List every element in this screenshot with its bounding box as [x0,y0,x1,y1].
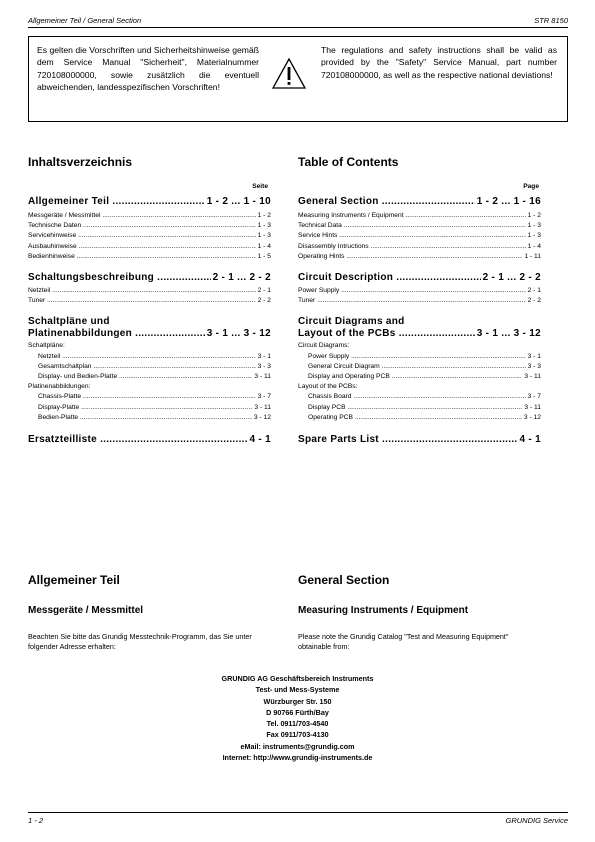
address-website[interactable]: Internet: http://www.grundig-instruments.de [222,753,373,763]
section-body-en: Please note the Grundig Catalog "Test and Measuring Equipment" obtainable from: [298,632,509,652]
toc-item[interactable]: Operating Hints ..... 1 - 11 [298,252,541,262]
footer-page-number: 1 - 2 [28,816,44,825]
toc-item[interactable]: Display and Operating PCB ..... 3 - 11 [298,372,541,382]
address-line: Fax 0911/703-4130 [266,730,329,740]
toc-item[interactable]: Display- und Bedien-Platte ..... 3 - 11 [28,372,271,382]
toc-item[interactable]: Gesamtschaltplan ..... 3 - 3 [28,362,271,372]
toc-item[interactable]: Bedien-Platte ..... 3 - 12 [28,413,271,423]
toc-item[interactable]: Display PCB ..... 3 - 11 [298,403,541,413]
toc-item[interactable]: General Circuit Diagram ..... 3 - 3 [298,362,541,372]
toc-item[interactable]: Ausbauhinweise ..... 1 - 4 [28,242,271,252]
warning-triangle-icon [271,57,307,91]
toc-item[interactable]: Service Hints ..... 1 - 3 [298,231,541,241]
address-line: Würzburger Str. 150 [263,696,332,706]
address-block [0,673,595,763]
toc-group-label: Layout of the PCBs: [298,383,358,391]
footer-rule [28,812,568,813]
toc-german [28,196,271,445]
toc-group-label: Circuit Diagrams: [298,342,350,350]
toc-item[interactable]: Tuner ..... 2 - 2 [28,296,271,306]
header-rule [28,27,568,28]
toc-item[interactable]: Technische Daten ..... 1 - 3 [28,221,271,231]
toc-item[interactable]: Display-Platte ..... 3 - 11 [28,403,271,413]
toc-item[interactable]: Measuring Instruments / Equipment ..... 1 - 2 [298,211,541,221]
toc-item[interactable]: Bedienhinweise ..... 1 - 5 [28,252,271,262]
toc-group-label: Platinenabbildungen: [28,383,91,391]
address-line: GRUNDIG AG Geschäftsbereich Instruments [221,674,374,683]
toc-item[interactable]: Disassembly Intructions ..... 1 - 4 [298,242,541,252]
safety-notice-english: The regulations and safety instructions shall be valid as provided by the "Safety" Service Manual, part number 720108000000, as well as the respective national deviations! [321,45,557,80]
toc-section-spare-parts[interactable]: Ersatzteilliste ..... 4 - 1 [28,434,271,445]
address-line: Tel. 0911/703-4540 [266,719,329,729]
toc-title-de: Inhaltsverzeichnis [28,155,133,169]
toc-section-circuit[interactable]: Schaltungsbeschreibung ..... 2 - 1 ... 2 - 2 [28,272,271,283]
toc-english [298,196,541,445]
address-line: D 90766 Fürth/Bay [266,707,329,717]
toc-item[interactable]: Tuner ..... 2 - 2 [298,296,541,306]
footer-right: GRUNDIG Service [505,816,568,825]
subsection-title-de: Messgeräte / Messmittel [28,605,144,616]
header-left: Allgemeiner Teil / General Section [28,16,142,25]
toc-title-en: Table of Contents [298,155,399,169]
toc-item[interactable]: Messgeräte / Messmittel ..... 1 - 2 [28,211,271,221]
toc-item[interactable]: Operating PCB ..... 3 - 12 [298,413,541,423]
toc-item[interactable]: Technical Data ..... 1 - 3 [298,221,541,231]
subsection-title-en: Measuring Instruments / Equipment [298,605,469,616]
toc-section-diagrams-line1[interactable]: Schaltpläne und [28,316,110,328]
address-line: Test- und Mess-Systeme [255,685,340,695]
address-email[interactable]: eMail: instruments@grundig.com [240,741,355,751]
toc-section-spare-parts[interactable]: Spare Parts List ..... 4 - 1 [298,434,541,445]
toc-item[interactable]: Netzteil ..... 3 - 1 [28,352,271,362]
toc-section-diagrams[interactable]: Platinenabbildungen ..... 3 - 1 ... 3 - 12 [28,328,271,339]
safety-notice-box [28,36,568,122]
toc-section-circuit[interactable]: Circuit Description ..... 2 - 1 ... 2 - 2 [298,272,541,283]
toc-page-label-de: Seite [252,183,268,190]
toc-page-label-en: Page [523,183,539,190]
toc-section-general[interactable]: Allgemeiner Teil ..... 1 - 2 ... 1 - 10 [28,196,271,207]
toc-section-general[interactable]: General Section ..... 1 - 2 ... 1 - 16 [298,196,541,207]
toc-item[interactable]: Chassis-Platte ..... 3 - 7 [28,392,271,402]
toc-item[interactable]: Power Supply ..... 2 - 1 [298,286,541,296]
header-right: STR 8150 [534,16,568,25]
toc-item[interactable]: Servicehinweise ..... 1 - 3 [28,231,271,241]
toc-group-label: Schaltpläne: [28,342,65,350]
toc-section-diagrams[interactable]: Layout of the PCBs ..... 3 - 1 ... 3 - 12 [298,328,541,339]
toc-item[interactable]: Netzteil ..... 2 - 1 [28,286,271,296]
toc-item[interactable]: Chassis Board ..... 3 - 7 [298,392,541,402]
section-title-en: General Section [298,573,390,587]
safety-notice-german: Es gelten die Vorschriften und Sicherheitshinweise gemäß dem Service Manual "Sicherheit", Materialnummer 720108000000, sowie zusätzlich die eventuell abweichenden, landesspezifischen Vorschriften! [37,45,259,93]
section-body-de: Beachten Sie bitte das Grundig Messtechnik-Programm, das Sie unter folgender Adresse erhalten: [28,632,252,652]
toc-item[interactable]: Power Supply ..... 3 - 1 [298,352,541,362]
section-title-de: Allgemeiner Teil [28,573,120,587]
toc-section-diagrams-line1[interactable]: Circuit Diagrams and [298,316,405,328]
